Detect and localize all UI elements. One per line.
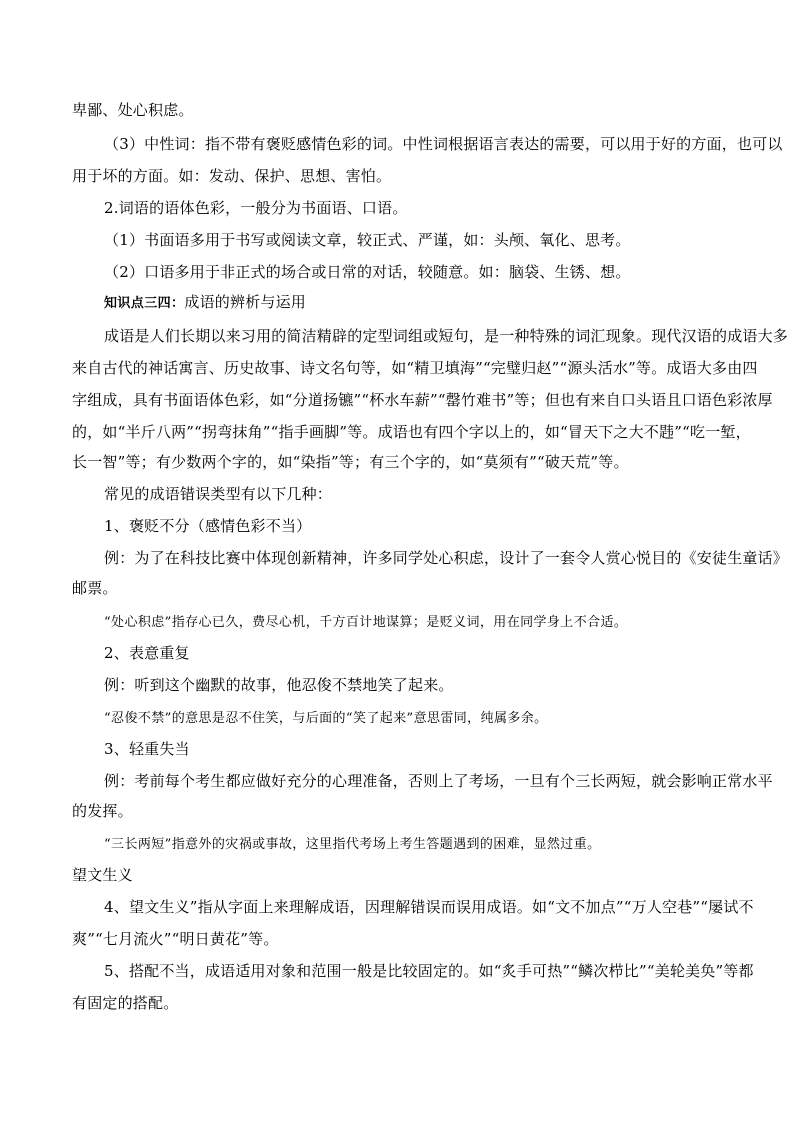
text-line: 4、望文生义”指从字面上来理解成语，因理解错误而误用成语。如“文不加点”“万人空巷”“屡试不 (104, 898, 754, 916)
text-line: 望文生义 (72, 866, 133, 884)
text-line: 成语是人们长期以来习用的简洁精辟的定型词组或短句，是一种特殊的词汇现象。现代汉语的成语大多 (104, 327, 789, 345)
text-line: 卑鄙、处心积虑。 (72, 101, 194, 119)
text-line: “处心积虑”指存心已久，费尽心机，千方百计地谋算；是贬义词，用在同学身上不合适。 (104, 615, 628, 630)
section-heading-label: 知识点三四： (104, 296, 185, 311)
text-line: “忍俊不禁”的意思是忍不住笑，与后面的“笑了起来”意思雷同，纯属多余。 (104, 711, 548, 726)
text-line: 用于坏的方面。如：发动、保护、思想、害怕。 (72, 167, 392, 185)
text-line: （1）书面语多用于书写或阅读文章，较正式、严谨，如：头颅、氧化、思考。 (104, 231, 631, 249)
text-line: 常见的成语错误类型有以下几种： (104, 485, 333, 503)
text-line: 来自古代的神话寓言、历史故事、诗文名句等，如“精卫填海”“完璧归赵”“源头活水”等。成语大多由四 (72, 359, 758, 377)
text-line: 例：为了在科技比赛中体现创新精神，许多同学处心积虑，设计了一套令人赏心悦目的《安徒生童话》 (104, 549, 789, 567)
text-line: （2）口语多用于非正式的场合或日常的对话，较随意。如：脑袋、生锈、想。 (104, 263, 631, 281)
text-line: 邮票。 (72, 579, 118, 597)
text-line: 5、搭配不当，成语适用对象和范围一般是比较固定的。如“炙手可热”“鳞次栉比”“美轮美奂”等都 (104, 962, 754, 980)
section-heading (104, 292, 764, 314)
section-heading-title: 成语的辨析与运用 (184, 293, 307, 311)
text-line: 3、轻重失当 (104, 740, 190, 758)
text-line: “三长两短”指意外的灾祸或事故，这里指代考场上考生答题遇到的困难，显然过重。 (104, 837, 601, 852)
text-line: 例：听到这个幽默的故事，他忍俊不禁地笑了起来。 (104, 676, 454, 694)
text-line: 有固定的搭配。 (72, 994, 179, 1012)
text-line: 长一智”等；有少数两个字的，如“染指”等；有三个字的，如“莫须有”“破天荒”等。 (72, 453, 629, 471)
text-line: 1、褒贬不分（感情色彩不当） (104, 517, 312, 535)
text-line: （3）中性词：指不带有褒贬感情色彩的词。中性词根据语言表达的需要，可以用于好的方面，也可以 (104, 135, 783, 153)
text-line: 的，如“半斤八两”“拐弯抹角”“指手画脚”等。成语也有四个字以上的，如“冒天下之大不韪”“吃一堑， (72, 423, 751, 441)
text-line: 字组成，具有书面语体色彩，如“分道扬镳”“杯水车薪”“罄竹难书”等；但也有来自口头语且口语色彩浓厚 (72, 391, 773, 409)
text-line: 2.词语的语体色彩，一般分为书面语、口语。 (104, 199, 408, 217)
text-line: 的发挥。 (72, 802, 133, 820)
text-line: 爽”“七月流火”“明日黄花”等。 (72, 930, 279, 948)
text-line: 例：考前每个考生都应做好充分的心理准备，否则上了考场，一旦有个三长两短，就会影响正常水平 (104, 772, 773, 790)
text-line: 2、表意重复 (104, 644, 190, 662)
